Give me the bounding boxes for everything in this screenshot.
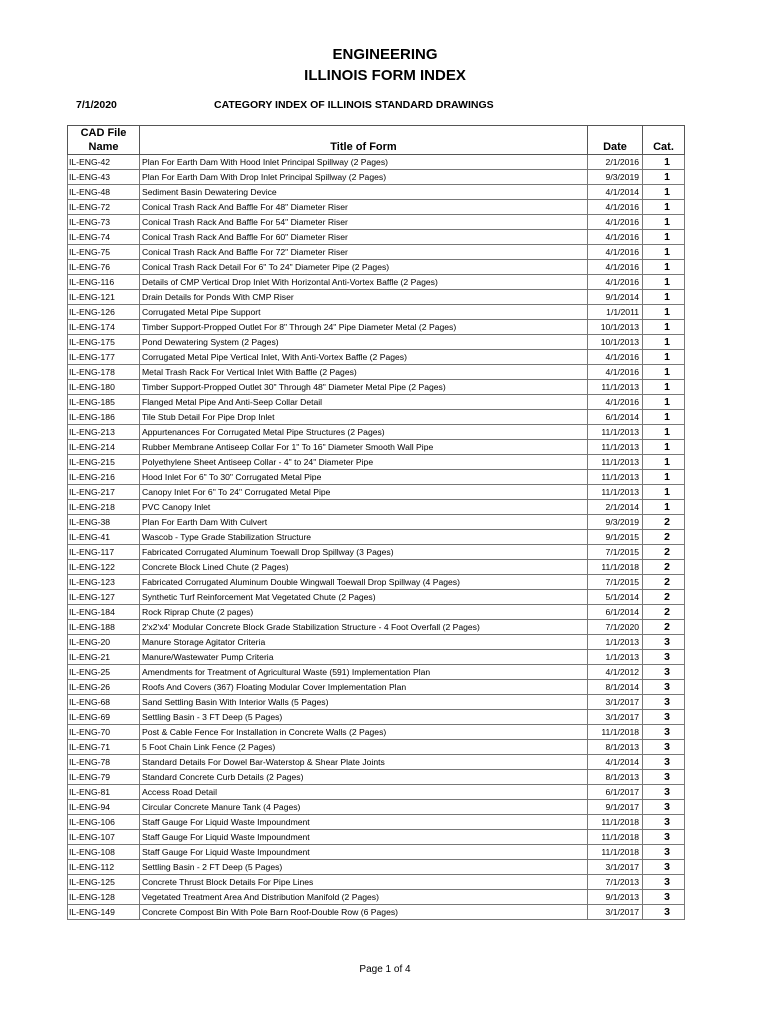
table-row: [68, 605, 685, 620]
form-index-table: [67, 125, 685, 920]
category-cell: 3: [643, 635, 685, 650]
date-cell: 6/1/2014: [588, 605, 643, 620]
category-cell: 3: [643, 890, 685, 905]
table-row: [68, 785, 685, 800]
category-cell: 2: [643, 605, 685, 620]
table-row: [68, 380, 685, 395]
form-title-cell: Plan For Earth Dam With Drop Inlet Principal Spillway (2 Pages): [140, 170, 588, 185]
category-cell: 1: [643, 365, 685, 380]
table-row: [68, 620, 685, 635]
cad-file-cell: IL-ENG-218: [68, 500, 140, 515]
table-row: [68, 845, 685, 860]
table-row: [68, 545, 685, 560]
category-cell: 1: [643, 455, 685, 470]
date-cell: 7/1/2015: [588, 575, 643, 590]
form-title-cell: Timber Support-Propped Outlet 30" Through 48" Diameter Metal Pipe (2 Pages): [140, 380, 588, 395]
date-cell: 3/1/2017: [588, 860, 643, 875]
cad-file-cell: IL-ENG-21: [68, 650, 140, 665]
table-row: [68, 170, 685, 185]
date-cell: 11/1/2013: [588, 380, 643, 395]
form-title-cell: Staff Gauge For Liquid Waste Impoundment: [140, 845, 588, 860]
category-cell: 1: [643, 260, 685, 275]
table-row: [68, 695, 685, 710]
form-title-cell: Appurtenances For Corrugated Metal Pipe Structures (2 Pages): [140, 425, 588, 440]
cad-file-cell: IL-ENG-68: [68, 695, 140, 710]
column-header-title: Title of Form: [140, 126, 588, 155]
date-cell: 2/1/2016: [588, 155, 643, 170]
cad-file-cell: IL-ENG-78: [68, 755, 140, 770]
cad-file-cell: IL-ENG-38: [68, 515, 140, 530]
cad-file-cell: IL-ENG-123: [68, 575, 140, 590]
date-cell: 9/3/2019: [588, 170, 643, 185]
cad-file-cell: IL-ENG-178: [68, 365, 140, 380]
form-title-cell: Settling Basin - 2 FT Deep (5 Pages): [140, 860, 588, 875]
table-row: [68, 890, 685, 905]
form-title-cell: Fabricated Corrugated Aluminum Double Wingwall Toewall Drop Spillway (4 Pages): [140, 575, 588, 590]
cad-file-cell: IL-ENG-184: [68, 605, 140, 620]
form-title-cell: Conical Trash Rack And Baffle For 60" Diameter Riser: [140, 230, 588, 245]
date-cell: 4/1/2016: [588, 230, 643, 245]
table-row: [68, 905, 685, 920]
form-title-cell: Access Road Detail: [140, 785, 588, 800]
table-row: [68, 815, 685, 830]
date-cell: 4/1/2014: [588, 185, 643, 200]
category-cell: 1: [643, 380, 685, 395]
date-cell: 7/1/2020: [588, 620, 643, 635]
form-title-cell: Sediment Basin Dewatering Device: [140, 185, 588, 200]
category-cell: 3: [643, 860, 685, 875]
date-cell: 1/1/2013: [588, 650, 643, 665]
date-cell: 3/1/2017: [588, 905, 643, 920]
form-title-cell: Conical Trash Rack And Baffle For 72" Diameter Riser: [140, 245, 588, 260]
date-cell: 10/1/2013: [588, 335, 643, 350]
column-header-cad-line2: Name: [88, 141, 119, 153]
category-cell: 1: [643, 500, 685, 515]
form-title-cell: Staff Gauge For Liquid Waste Impoundment: [140, 830, 588, 845]
category-cell: 3: [643, 830, 685, 845]
form-title-cell: Canopy Inlet For 6" To 24" Corrugated Metal Pipe: [140, 485, 588, 500]
table-row: [68, 335, 685, 350]
table-row: [68, 740, 685, 755]
cad-file-cell: IL-ENG-43: [68, 170, 140, 185]
date-cell: 4/1/2016: [588, 200, 643, 215]
date-cell: 11/1/2013: [588, 470, 643, 485]
table-row: [68, 395, 685, 410]
category-cell: 3: [643, 815, 685, 830]
form-title-cell: Corrugated Metal Pipe Vertical Inlet, With Anti-Vortex Baffle (2 Pages): [140, 350, 588, 365]
cad-file-cell: IL-ENG-69: [68, 710, 140, 725]
form-title-cell: Drain Details for Ponds With CMP Riser: [140, 290, 588, 305]
category-cell: 3: [643, 725, 685, 740]
form-title-cell: Conical Trash Rack And Baffle For 48" Diameter Riser: [140, 200, 588, 215]
form-title-cell: Metal Trash Rack For Vertical Inlet With Baffle (2 Pages): [140, 365, 588, 380]
form-title-cell: Details of CMP Vertical Drop Inlet With Horizontal Anti-Vortex Baffle (2 Pages): [140, 275, 588, 290]
table-row: [68, 485, 685, 500]
category-cell: 2: [643, 620, 685, 635]
category-cell: 1: [643, 305, 685, 320]
cad-file-cell: IL-ENG-215: [68, 455, 140, 470]
date-cell: 1/1/2011: [588, 305, 643, 320]
form-title-cell: Hood Inlet For 6" To 30" Corrugated Metal Pipe: [140, 470, 588, 485]
table-row: [68, 185, 685, 200]
table-row: [68, 770, 685, 785]
date-cell: 6/1/2017: [588, 785, 643, 800]
form-title-cell: Plan For Earth Dam With Culvert: [140, 515, 588, 530]
date-cell: 9/1/2017: [588, 800, 643, 815]
form-title-cell: 5 Foot Chain Link Fence (2 Pages): [140, 740, 588, 755]
document-date: 7/1/2020: [76, 99, 117, 111]
cad-file-cell: IL-ENG-216: [68, 470, 140, 485]
date-cell: 4/1/2016: [588, 350, 643, 365]
table-row: [68, 515, 685, 530]
category-cell: 3: [643, 665, 685, 680]
cad-file-cell: IL-ENG-126: [68, 305, 140, 320]
column-header-cad-file: [68, 126, 140, 155]
table-row: [68, 215, 685, 230]
cad-file-cell: IL-ENG-128: [68, 890, 140, 905]
cad-file-cell: IL-ENG-73: [68, 215, 140, 230]
category-cell: 1: [643, 470, 685, 485]
table-row: [68, 350, 685, 365]
table-row: [68, 680, 685, 695]
cad-file-cell: IL-ENG-108: [68, 845, 140, 860]
category-cell: 3: [643, 680, 685, 695]
cad-file-cell: IL-ENG-186: [68, 410, 140, 425]
category-cell: 2: [643, 560, 685, 575]
table-row: [68, 500, 685, 515]
category-cell: 2: [643, 575, 685, 590]
cad-file-cell: IL-ENG-175: [68, 335, 140, 350]
table-row: [68, 410, 685, 425]
date-cell: 9/1/2014: [588, 290, 643, 305]
category-cell: 1: [643, 410, 685, 425]
date-cell: 8/1/2014: [588, 680, 643, 695]
table-row: [68, 440, 685, 455]
table-row: [68, 320, 685, 335]
table-row: [68, 650, 685, 665]
date-cell: 8/1/2013: [588, 770, 643, 785]
table-row: [68, 455, 685, 470]
cad-file-cell: IL-ENG-79: [68, 770, 140, 785]
form-title-cell: Concrete Block Lined Chute (2 Pages): [140, 560, 588, 575]
category-cell: 1: [643, 185, 685, 200]
date-cell: 8/1/2013: [588, 740, 643, 755]
cad-file-cell: IL-ENG-188: [68, 620, 140, 635]
table-row: [68, 560, 685, 575]
column-header-cad-line1: CAD File: [80, 127, 127, 139]
page-number: Page 1 of 4: [359, 964, 411, 975]
table-row: [68, 155, 685, 170]
table-row: [68, 305, 685, 320]
table-row: [68, 710, 685, 725]
cad-file-cell: IL-ENG-26: [68, 680, 140, 695]
table-row: [68, 635, 685, 650]
cad-file-cell: IL-ENG-149: [68, 905, 140, 920]
table-row: [68, 665, 685, 680]
table-row: [68, 755, 685, 770]
category-cell: 1: [643, 200, 685, 215]
cad-file-cell: IL-ENG-217: [68, 485, 140, 500]
category-cell: 3: [643, 785, 685, 800]
form-title-cell: Conical Trash Rack And Baffle For 54" Diameter Riser: [140, 215, 588, 230]
category-cell: 1: [643, 170, 685, 185]
table-row: [68, 200, 685, 215]
cad-file-cell: IL-ENG-41: [68, 530, 140, 545]
category-cell: 1: [643, 425, 685, 440]
date-cell: 11/1/2018: [588, 725, 643, 740]
date-cell: 4/1/2016: [588, 260, 643, 275]
form-title-cell: Manure/Wastewater Pump Criteria: [140, 650, 588, 665]
table-row: [68, 245, 685, 260]
cad-file-cell: IL-ENG-214: [68, 440, 140, 455]
cad-file-cell: IL-ENG-177: [68, 350, 140, 365]
cad-file-cell: IL-ENG-94: [68, 800, 140, 815]
category-cell: 3: [643, 755, 685, 770]
cad-file-cell: IL-ENG-185: [68, 395, 140, 410]
category-cell: 1: [643, 350, 685, 365]
cad-file-cell: IL-ENG-71: [68, 740, 140, 755]
form-title-cell: Fabricated Corrugated Aluminum Toewall Drop Spillway (3 Pages): [140, 545, 588, 560]
form-title-cell: Manure Storage Agitator Criteria: [140, 635, 588, 650]
column-header-category: Cat.: [643, 126, 685, 155]
form-title-cell: Rubber Membrane Antiseep Collar For 1" To 16" Diameter Smooth Wall Pipe: [140, 440, 588, 455]
category-cell: 3: [643, 905, 685, 920]
table-row: [68, 230, 685, 245]
form-title-cell: Concrete Thrust Block Details For Pipe Lines: [140, 875, 588, 890]
form-title-cell: 2'x2'x4' Modular Concrete Block Grade Stabilization Structure - 4 Foot Overfall (2 Pages): [140, 620, 588, 635]
category-cell: 3: [643, 740, 685, 755]
date-cell: 4/1/2016: [588, 275, 643, 290]
table-body: [68, 155, 685, 920]
category-index-heading: CATEGORY INDEX OF ILLINOIS STANDARD DRAWINGS: [214, 99, 494, 111]
category-cell: 3: [643, 845, 685, 860]
cad-file-cell: IL-ENG-81: [68, 785, 140, 800]
category-cell: 1: [643, 245, 685, 260]
table-row: [68, 860, 685, 875]
cad-file-cell: IL-ENG-74: [68, 230, 140, 245]
cad-file-cell: IL-ENG-75: [68, 245, 140, 260]
category-cell: 3: [643, 800, 685, 815]
date-cell: 7/1/2015: [588, 545, 643, 560]
category-cell: 1: [643, 320, 685, 335]
date-cell: 1/1/2013: [588, 635, 643, 650]
cad-file-cell: IL-ENG-76: [68, 260, 140, 275]
category-cell: 1: [643, 155, 685, 170]
cad-file-cell: IL-ENG-122: [68, 560, 140, 575]
category-cell: 2: [643, 590, 685, 605]
category-cell: 3: [643, 770, 685, 785]
date-cell: 4/1/2016: [588, 245, 643, 260]
cad-file-cell: IL-ENG-20: [68, 635, 140, 650]
category-cell: 3: [643, 875, 685, 890]
date-cell: 9/1/2015: [588, 530, 643, 545]
cad-file-cell: IL-ENG-116: [68, 275, 140, 290]
date-cell: 11/1/2013: [588, 425, 643, 440]
table-row: [68, 575, 685, 590]
cad-file-cell: IL-ENG-25: [68, 665, 140, 680]
form-title-cell: Corrugated Metal Pipe Support: [140, 305, 588, 320]
category-cell: 3: [643, 710, 685, 725]
category-cell: 1: [643, 290, 685, 305]
cad-file-cell: IL-ENG-117: [68, 545, 140, 560]
date-cell: 11/1/2018: [588, 815, 643, 830]
date-cell: 11/1/2013: [588, 485, 643, 500]
form-title-cell: Rock Riprap Chute (2 pages): [140, 605, 588, 620]
category-cell: 1: [643, 440, 685, 455]
document-title: ENGINEERING: [332, 46, 438, 63]
date-cell: 11/1/2018: [588, 845, 643, 860]
form-title-cell: Circular Concrete Manure Tank (4 Pages): [140, 800, 588, 815]
form-title-cell: Sand Settling Basin With Interior Walls (5 Pages): [140, 695, 588, 710]
category-cell: 1: [643, 215, 685, 230]
form-title-cell: Concrete Compost Bin With Pole Barn Roof-Double Row (6 Pages): [140, 905, 588, 920]
form-title-cell: Pond Dewatering System (2 Pages): [140, 335, 588, 350]
form-title-cell: Roofs And Covers (367) Floating Modular Cover Implementation Plan: [140, 680, 588, 695]
form-title-cell: Polyethylene Sheet Antiseep Collar - 4" to 24" Diameter Pipe: [140, 455, 588, 470]
cad-file-cell: IL-ENG-180: [68, 380, 140, 395]
date-cell: 9/1/2013: [588, 890, 643, 905]
date-cell: 4/1/2016: [588, 365, 643, 380]
category-cell: 2: [643, 515, 685, 530]
category-cell: 2: [643, 545, 685, 560]
date-cell: 11/1/2013: [588, 440, 643, 455]
category-cell: 3: [643, 650, 685, 665]
form-title-cell: Settling Basin - 3 FT Deep (5 Pages): [140, 710, 588, 725]
table-row: [68, 725, 685, 740]
table-row: [68, 365, 685, 380]
form-title-cell: Staff Gauge For Liquid Waste Impoundment: [140, 815, 588, 830]
table-row: [68, 290, 685, 305]
cad-file-cell: IL-ENG-48: [68, 185, 140, 200]
cad-file-cell: IL-ENG-42: [68, 155, 140, 170]
form-title-cell: Standard Details For Dowel Bar-Waterstop & Shear Plate Joints: [140, 755, 588, 770]
cad-file-cell: IL-ENG-127: [68, 590, 140, 605]
date-cell: 6/1/2014: [588, 410, 643, 425]
table-row: [68, 275, 685, 290]
date-cell: 11/1/2013: [588, 455, 643, 470]
cad-file-cell: IL-ENG-70: [68, 725, 140, 740]
cad-file-cell: IL-ENG-125: [68, 875, 140, 890]
date-cell: 7/1/2013: [588, 875, 643, 890]
category-cell: 1: [643, 275, 685, 290]
column-header-date: Date: [588, 126, 643, 155]
date-cell: 11/1/2018: [588, 560, 643, 575]
date-cell: 3/1/2017: [588, 710, 643, 725]
category-cell: 3: [643, 695, 685, 710]
date-cell: 2/1/2014: [588, 500, 643, 515]
cad-file-cell: IL-ENG-107: [68, 830, 140, 845]
category-cell: 1: [643, 395, 685, 410]
date-cell: 10/1/2013: [588, 320, 643, 335]
table-row: [68, 260, 685, 275]
date-cell: 4/1/2014: [588, 755, 643, 770]
cad-file-cell: IL-ENG-213: [68, 425, 140, 440]
date-cell: 3/1/2017: [588, 695, 643, 710]
cad-file-cell: IL-ENG-112: [68, 860, 140, 875]
cad-file-cell: IL-ENG-121: [68, 290, 140, 305]
cad-file-cell: IL-ENG-106: [68, 815, 140, 830]
form-title-cell: Amendments for Treatment of Agricultural Waste (591) Implementation Plan: [140, 665, 588, 680]
cad-file-cell: IL-ENG-174: [68, 320, 140, 335]
table-row: [68, 530, 685, 545]
form-title-cell: Flanged Metal Pipe And Anti-Seep Collar Detail: [140, 395, 588, 410]
table-row: [68, 875, 685, 890]
form-title-cell: Plan For Earth Dam With Hood Inlet Principal Spillway (2 Pages): [140, 155, 588, 170]
form-title-cell: Timber Support-Propped Outlet For 8" Through 24" Pipe Diameter Metal (2 Pages): [140, 320, 588, 335]
form-title-cell: Post & Cable Fence For Installation in Concrete Walls (2 Pages): [140, 725, 588, 740]
table-row: [68, 425, 685, 440]
table-row: [68, 830, 685, 845]
table-row: [68, 470, 685, 485]
form-title-cell: Wascob - Type Grade Stabilization Structure: [140, 530, 588, 545]
document-subtitle: ILLINOIS FORM INDEX: [304, 67, 466, 84]
date-cell: 11/1/2018: [588, 830, 643, 845]
date-cell: 5/1/2014: [588, 590, 643, 605]
table-header-row: [68, 126, 685, 155]
cad-file-cell: IL-ENG-72: [68, 200, 140, 215]
category-cell: 1: [643, 230, 685, 245]
form-title-cell: Conical Trash Rack Detail For 6" To 24" Diameter Pipe (2 Pages): [140, 260, 588, 275]
form-title-cell: Tile Stub Detail For Pipe Drop Inlet: [140, 410, 588, 425]
table-row: [68, 590, 685, 605]
category-cell: 2: [643, 530, 685, 545]
table-row: [68, 800, 685, 815]
date-cell: 4/1/2012: [588, 665, 643, 680]
date-cell: 4/1/2016: [588, 215, 643, 230]
form-title-cell: Standard Concrete Curb Details (2 Pages): [140, 770, 588, 785]
date-cell: 9/3/2019: [588, 515, 643, 530]
category-cell: 1: [643, 335, 685, 350]
date-cell: 4/1/2016: [588, 395, 643, 410]
category-cell: 1: [643, 485, 685, 500]
form-title-cell: PVC Canopy Inlet: [140, 500, 588, 515]
form-title-cell: Synthetic Turf Reinforcement Mat Vegetated Chute (2 Pages): [140, 590, 588, 605]
form-title-cell: Vegetated Treatment Area And Distribution Manifold (2 Pages): [140, 890, 588, 905]
